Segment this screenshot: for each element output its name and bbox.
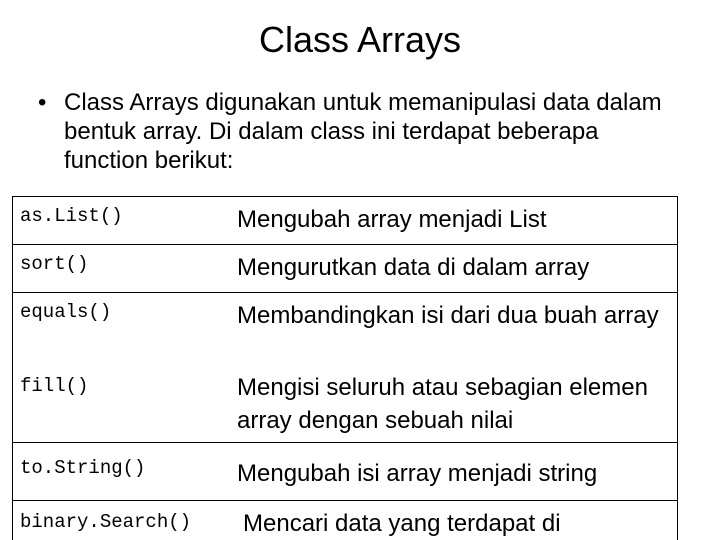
slide-title: Class Arrays (258, 19, 462, 60)
method-name: binary.Search() (20, 511, 192, 533)
method-description: Membandingkan isi dari dua buah array (237, 302, 659, 329)
table-row (13, 197, 677, 245)
method-name: equals() (20, 301, 112, 323)
bullet-icon: • (38, 89, 47, 116)
table-row (13, 365, 677, 443)
method-description: Mencari data yang terdapat di (243, 510, 561, 537)
method-description: Mengurutkan data di dalam array (237, 254, 590, 281)
method-description: Mengubah array menjadi List (237, 206, 547, 233)
bullet-text: Class Arrays digunakan untuk memanipulasi data dalam bentuk array. Di dalam class ini terdapat beberapa function berikut: (64, 89, 662, 174)
table-row (13, 293, 677, 365)
method-name: fill() (20, 375, 89, 397)
table-row (13, 443, 677, 501)
table-row (13, 245, 677, 293)
method-description: Mengubah isi array menjadi string (237, 460, 598, 487)
table-row (13, 501, 677, 540)
method-name: as.List() (20, 205, 123, 227)
method-name: sort() (20, 253, 89, 275)
methods-table (12, 196, 678, 540)
method-description: Mengisi seluruh atau sebagian elemen array dengan sebuah nilai (237, 374, 648, 434)
bullet-point (38, 88, 678, 175)
method-name: to.String() (20, 457, 146, 479)
